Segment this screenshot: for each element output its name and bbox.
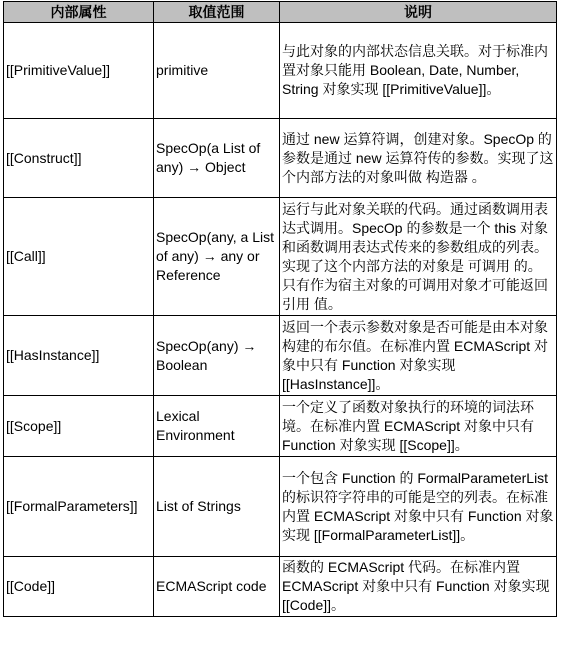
header-description: 说明 (280, 2, 557, 23)
property-name: [[HasInstance]] (4, 316, 154, 396)
property-name: [[FormalParameters]] (4, 457, 154, 557)
table-row (4, 557, 557, 617)
property-description: 函数的 ECMAScript 代码。在标准内置 ECMAScript 对象中只有 Function 对象实现 [[Code]]。 (280, 557, 557, 617)
header-property: 内部属性 (4, 2, 154, 23)
property-description: 返回一个表示参数对象是否可能是由本对象构建的布尔值。在标准内置 ECMAScript 对象中只有 Function 对象实现 [[HasInstance]]。 (280, 316, 557, 396)
property-range: SpecOp(a List of any) → Object (154, 119, 280, 198)
property-range: Lexical Environment (154, 396, 280, 457)
table-row (4, 23, 557, 119)
property-range: List of Strings (154, 457, 280, 557)
table-row (4, 316, 557, 396)
property-range: primitive (154, 23, 280, 119)
document-page (3, 1, 556, 617)
table-header-row (4, 2, 557, 23)
property-name: [[PrimitiveValue]] (4, 23, 154, 119)
property-name: [[Scope]] (4, 396, 154, 457)
table-row (4, 119, 557, 198)
property-range: SpecOp(any, a List of any) → any or Reference (154, 198, 280, 316)
property-description: 运行与此对象关联的代码。通过函数调用表达式调用。SpecOp 的参数是一个 this 对象和函数调用表达式传来的参数组成的列表。实现了这个内部方法的对象是 可调用 的。只有作为宿主对象的可调用对象才可能返回 引用 值。 (280, 198, 557, 316)
property-name: [[Code]] (4, 557, 154, 617)
property-description: 一个包含 Function 的 FormalParameterList 的标识符字符串的可能是空的列表。在标准内置 ECMAScript 对象中只有 Function 对象实现 [[FormalParameterList]]。 (280, 457, 557, 557)
property-range: ECMAScript code (154, 557, 280, 617)
property-name: [[Construct]] (4, 119, 154, 198)
property-description: 与此对象的内部状态信息关联。对于标准内置对象只能用 Boolean, Date, Number, String 对象实现 [[PrimitiveValue]]。 (280, 23, 557, 119)
table-row (4, 198, 557, 316)
property-description: 一个定义了函数对象执行的环境的词法环境。在标准内置 ECMAScript 对象中只有 Function 对象实现 [[Scope]]。 (280, 396, 557, 457)
table-row (4, 396, 557, 457)
table-row (4, 457, 557, 557)
internal-properties-table (3, 1, 557, 617)
property-description: 通过 new 运算符调，创建对象。SpecOp 的参数是通过 new 运算符传的参数。实现了这个内部方法的对象叫做 构造器 。 (280, 119, 557, 198)
property-name: [[Call]] (4, 198, 154, 316)
header-range: 取值范围 (154, 2, 280, 23)
property-range: SpecOp(any) → Boolean (154, 316, 280, 396)
